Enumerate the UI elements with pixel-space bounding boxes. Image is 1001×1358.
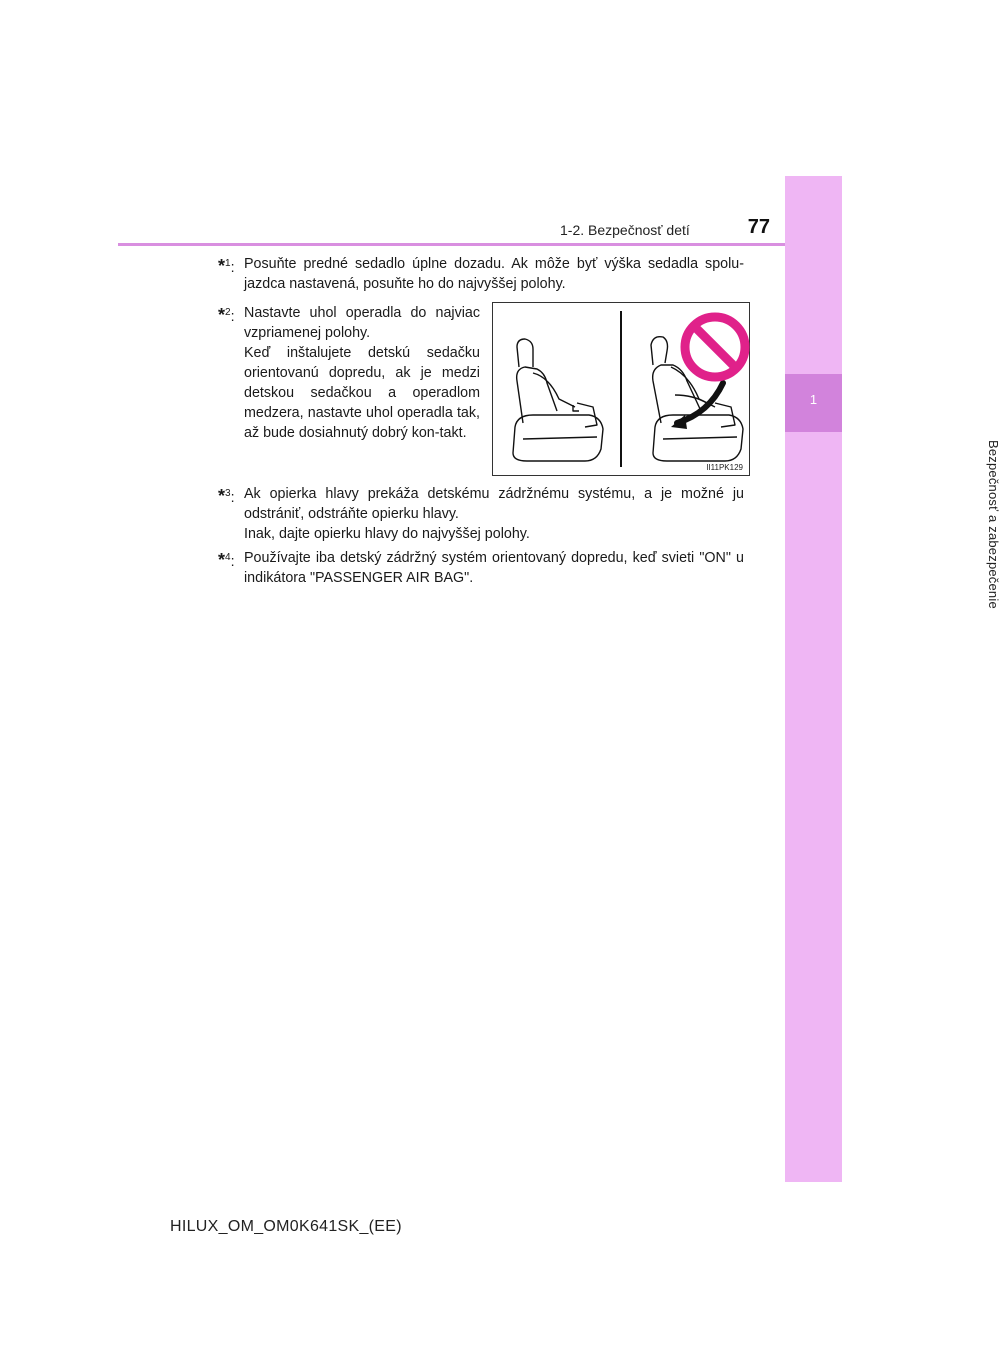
note-text: Ak opierka hlavy prekáža detskému zádržnému systému, a je možné ju odstrániť, odstráňte opierku hlavy. Inak, dajte opierku hlavy do najvyššej polohy.	[244, 486, 744, 542]
seat-drawing	[493, 303, 749, 475]
figure-code: II11PK129	[706, 463, 743, 472]
chapter-title: Bezpečnosť a zabezpečenie	[986, 440, 1001, 609]
note-1	[218, 254, 744, 298]
note-text: Posuňte predné sedadlo úplne dozadu. Ak môže byť výška sedadla spolu-jazdca nastavená, posuňte ho do najvyššej polohy.	[244, 256, 744, 292]
chapter-side-strip	[785, 176, 842, 1182]
page-number: 77	[747, 216, 770, 238]
seat-upright-icon	[513, 339, 603, 461]
note-text: Používajte iba detský zádržný systém orientovaný dopredu, keď svieti "ON" u indikátora "PASSENGER AIR BAG".	[244, 550, 744, 586]
header-divider	[118, 243, 785, 246]
prohibited-icon	[685, 317, 745, 377]
note-marker: *$^3$:	[218, 485, 235, 506]
chapter-number: 1	[809, 392, 818, 407]
note-text: Nastavte uhol operadla do najviac vzpriamenej polohy. Keď inštalujete detskú sedačku orientovanú dopredu, ak je medzi detskou sedačkou a operadlom medzera, nastavte uhol operadla tak, až bude dosiahnutý dobrý kon-takt.	[244, 305, 480, 441]
note-marker: *$^1$:	[218, 255, 235, 276]
note-3	[218, 484, 744, 544]
note-2	[218, 303, 480, 473]
document-id: HILUX_OM_OM0K641SK_(EE)	[170, 1218, 402, 1235]
seat-illustration	[492, 302, 750, 476]
note-4	[218, 548, 744, 592]
section-title: 1-2. Bezpečnosť detí	[560, 222, 690, 238]
note-marker: *$^2$:	[218, 304, 235, 325]
chapter-title-vertical	[785, 440, 1001, 630]
note-marker: *$^4$:	[218, 549, 235, 570]
